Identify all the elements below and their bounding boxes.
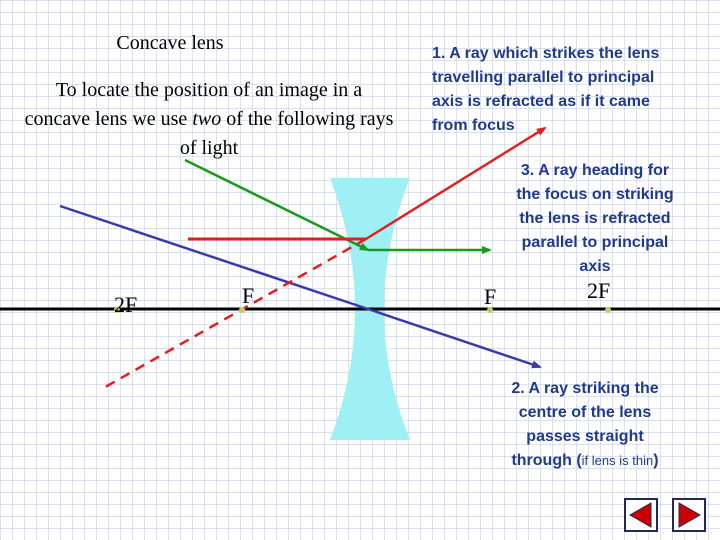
rule-2-text — [497, 377, 673, 473]
rule-1-line: axis is refracted as if it came — [432, 93, 650, 110]
next-slide-button[interactable] — [672, 498, 706, 532]
rule-1-line: 1. A ray which strikes the lens — [432, 45, 660, 62]
rule-2-line: 2. A ray striking the — [511, 380, 659, 397]
triangle-right-icon — [674, 500, 704, 530]
rule-1-text — [432, 42, 659, 138]
intro-text — [24, 76, 394, 163]
rule-3-line: the focus on striking — [516, 186, 674, 203]
rule-3-line: parallel to principal — [521, 234, 669, 251]
label-left-f: F — [242, 283, 255, 308]
label-left-2f: 2F — [114, 292, 138, 317]
ray-centre-incident — [60, 206, 368, 309]
ray-centre-straight — [368, 309, 540, 367]
ray-parallel-virtual-extension — [100, 239, 366, 390]
triangle-left-icon — [626, 500, 656, 530]
slide-title: Concave lens — [116, 32, 224, 54]
rule-2-line-last — [497, 449, 673, 473]
rule-1-line: from focus — [432, 117, 515, 134]
intro-emphasis: two — [192, 108, 222, 130]
label-right-f: F — [484, 284, 497, 309]
rule-1-line: travelling parallel to principal — [432, 69, 655, 86]
rule-3-line: the lens is refracted — [519, 210, 671, 227]
intro-before: To locate the position of an image in a concave lens we use — [24, 79, 363, 130]
rule-2-line: centre of the lens — [518, 404, 652, 421]
previous-slide-button[interactable] — [624, 498, 658, 532]
rule-2-line: passes straight — [526, 428, 644, 445]
intro-after: of the following rays of light — [179, 108, 394, 159]
rule-2-last-b: if lens is thin — [581, 453, 654, 468]
rule-2-last-a: through ( — [511, 452, 582, 469]
rule-3-line: axis — [579, 258, 611, 275]
rule-3-text — [505, 159, 685, 279]
rule-3-line: 3. A ray heading for — [520, 162, 670, 179]
rule-2-last-c: ) — [653, 452, 659, 469]
point-right-2f — [605, 307, 611, 313]
label-right-2f: 2F — [587, 278, 611, 303]
